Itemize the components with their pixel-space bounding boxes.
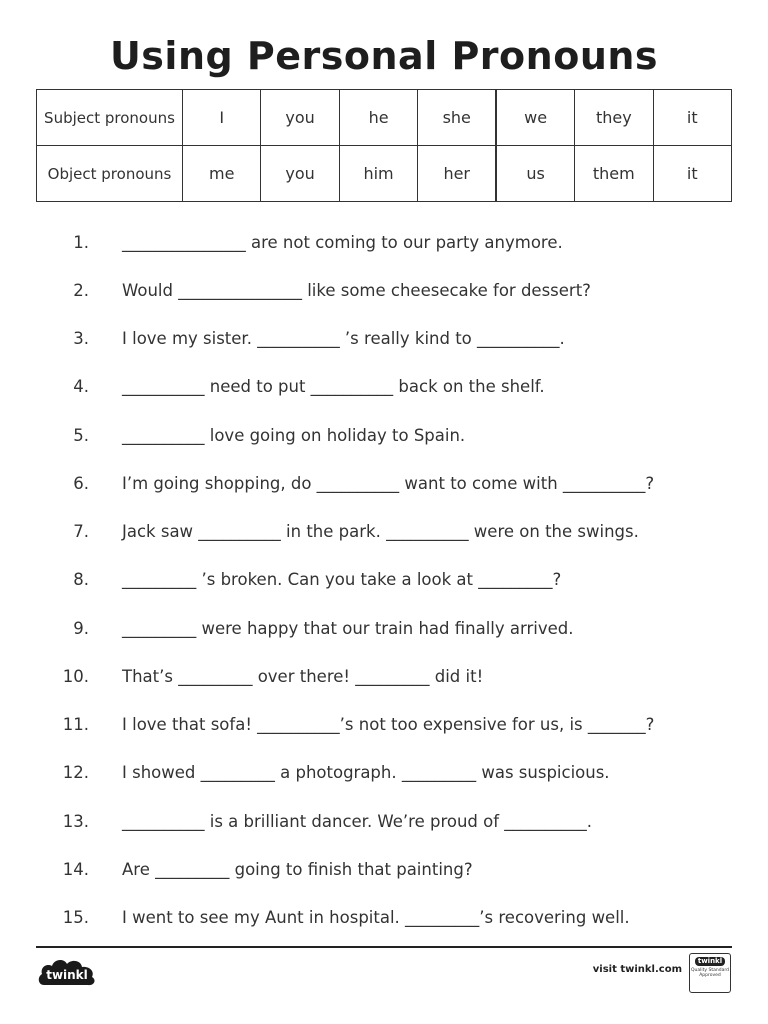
table-cell: you [261,146,339,202]
badge-brand: twinkl [695,957,725,966]
footer-divider [36,946,732,948]
twinkl-logo-icon [36,955,98,989]
page-title: Using Personal Pronouns [109,34,659,78]
table-cell: him [339,146,417,202]
table-cell: we [496,90,574,146]
question-text: __________ need to put __________ back on the shelf. [122,377,545,396]
table-cell: they [575,90,653,146]
row-header: Subject pronouns [37,90,183,146]
question-item [0,319,768,359]
question-text: Are _________ going to finish that painting? [122,860,473,879]
question-number: 10. [62,667,89,686]
question-text: Would _______________ like some cheesecake for dessert? [122,281,591,300]
question-text: _________ were happy that our train had finally arrived. [122,619,574,638]
question-item [0,753,768,793]
question-item [0,271,768,311]
table-cell: you [261,90,339,146]
question-number: 3. [73,329,89,348]
question-text: I’m going shopping, do __________ want to come with __________? [122,474,655,493]
question-item [0,609,768,649]
question-item [0,223,768,263]
question-item [0,416,768,456]
table-cell: I [183,90,261,146]
question-text: That’s _________ over there! _________ did it! [122,667,484,686]
question-item [0,367,768,407]
question-number: 9. [73,619,89,638]
table-cell: she [418,90,496,146]
question-text: I love my sister. __________ ’s really kind to __________. [122,329,565,348]
question-text: __________ love going on holiday to Spain. [122,426,466,445]
question-number: 4. [73,377,89,396]
badge-line-1: Quality Standard [691,968,729,973]
question-number: 5. [73,426,89,445]
question-text: I showed _________ a photograph. _________ was suspicious. [122,763,610,782]
table-cell: them [575,146,653,202]
pronoun-table [36,89,732,202]
question-number: 6. [73,474,89,493]
question-text: _________ ’s broken. Can you take a look at _________? [122,570,562,589]
question-item [0,850,768,890]
question-number: 2. [73,281,89,300]
badge-line-2: Approved [699,973,721,978]
table-cell: he [339,90,417,146]
question-item [0,705,768,745]
question-text: __________ is a brilliant dancer. We’re proud of __________. [122,812,593,831]
question-item [0,898,768,938]
table-cell: us [496,146,574,202]
question-number: 12. [62,763,89,782]
table-row-subject [37,90,732,146]
table-cell: it [653,90,731,146]
question-number: 7. [73,522,89,541]
question-item [0,464,768,504]
question-number: 15. [62,908,89,927]
question-text: Jack saw __________ in the park. __________ were on the swings. [122,522,639,541]
question-item [0,512,768,552]
table-cell: her [418,146,496,202]
quality-badge [689,953,731,993]
question-number: 11. [62,715,89,734]
question-number: 14. [62,860,89,879]
table-row-object [37,146,732,202]
question-item [0,657,768,697]
visit-link[interactable]: visit twinkl.com [592,964,682,975]
question-number: 8. [73,570,89,589]
question-text: I went to see my Aunt in hospital. _________’s recovering well. [122,908,630,927]
question-text: _______________ are not coming to our party anymore. [122,233,563,252]
row-header: Object pronouns [37,146,183,202]
question-number: 13. [62,812,89,831]
question-text: I love that sofa! __________’s not too expensive for us, is _______? [122,715,655,734]
question-item [0,560,768,600]
question-item [0,802,768,842]
table-cell: me [183,146,261,202]
logo-text: twinkl [46,968,88,982]
table-cell: it [653,146,731,202]
question-number: 1. [73,233,89,252]
